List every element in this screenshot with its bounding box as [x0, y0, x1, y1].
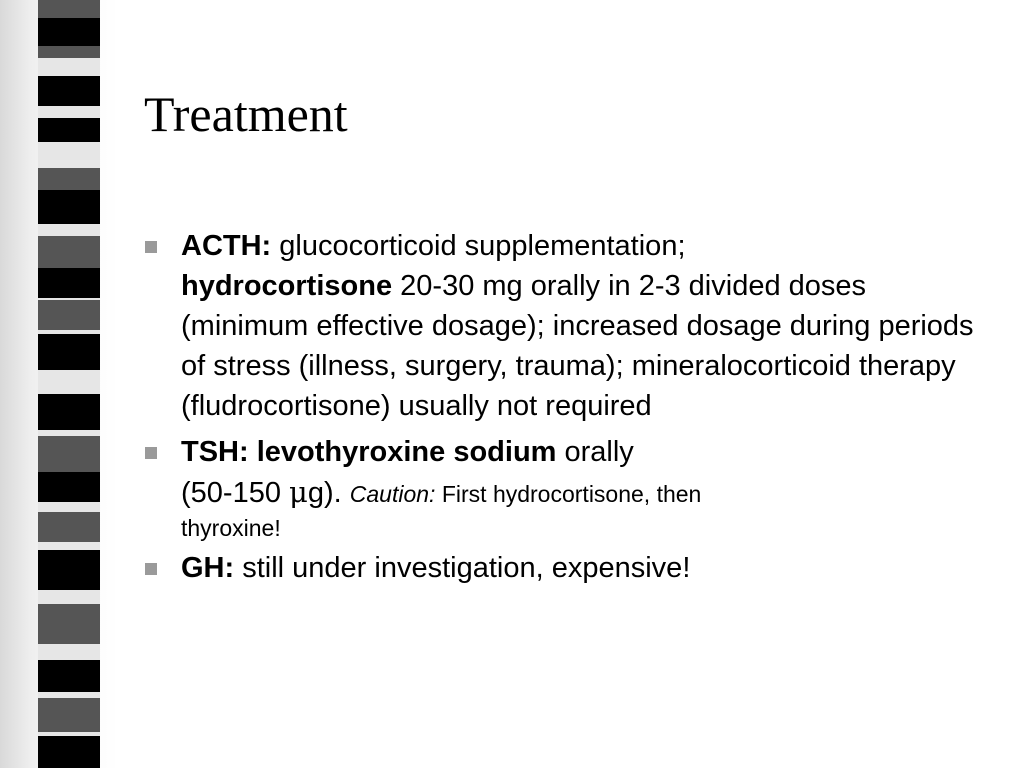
- decorative-stripe: [38, 604, 100, 644]
- decorative-stripe: [38, 18, 100, 46]
- caution-label: Caution:: [349, 481, 436, 507]
- decorative-stripe: [38, 190, 100, 224]
- decorative-stripe: [38, 472, 100, 502]
- decorative-stripe: [38, 268, 100, 298]
- drug-name: hydrocortisone: [181, 270, 393, 302]
- square-bullet-icon: [145, 447, 157, 459]
- decorative-stripe: [38, 660, 100, 692]
- bullet-acth: [144, 226, 994, 426]
- bullet-label: TSH: levothyroxine sodium: [181, 436, 557, 468]
- caution-text: First hydrocortisone, then: [435, 481, 702, 507]
- decorative-stripe: [38, 118, 100, 142]
- bullet-text: orally: [556, 436, 634, 468]
- decorative-stripe-strip: [38, 0, 100, 768]
- decorative-stripe: [38, 698, 100, 732]
- bullet-label: ACTH:: [181, 230, 272, 262]
- slide-title: Treatment: [144, 86, 348, 142]
- square-bullet-icon: [145, 563, 157, 575]
- decorative-stripe: [38, 76, 100, 106]
- dose-open: (50-150: [181, 477, 290, 509]
- decorative-stripe: [38, 0, 100, 18]
- decorative-stripe: [38, 300, 100, 330]
- decorative-stripe: [38, 236, 100, 268]
- decorative-stripe: [38, 334, 100, 370]
- decorative-stripe: [38, 394, 100, 430]
- dose-close: g).: [307, 477, 342, 509]
- bullet-text: glucocorticoid supplementation;: [271, 230, 686, 262]
- bullet-list: [144, 226, 994, 594]
- caution-text-continued: thyroxine!: [181, 515, 281, 541]
- bullet-label: GH:: [181, 552, 235, 584]
- decorative-stripe: [38, 436, 100, 472]
- decorative-stripe: [38, 736, 100, 768]
- decorative-stripe: [38, 550, 100, 590]
- bullet-text: 20-30 mg orally in 2-3 divided doses (minimum effective dosage); increased dosage during periods of stress (illness, surgery, trauma); mineralocorticoid therapy (fludrocortisone) usually not required: [181, 270, 974, 422]
- bullet-tsh: [144, 432, 994, 542]
- square-bullet-icon: [145, 241, 157, 253]
- bullet-text: still under investigation, expensive!: [234, 552, 691, 584]
- decorative-stripe: [38, 512, 100, 542]
- mu-symbol: μ: [289, 475, 308, 509]
- bullet-gh: [144, 548, 994, 588]
- decorative-stripe: [38, 46, 100, 58]
- decorative-stripe: [38, 168, 100, 190]
